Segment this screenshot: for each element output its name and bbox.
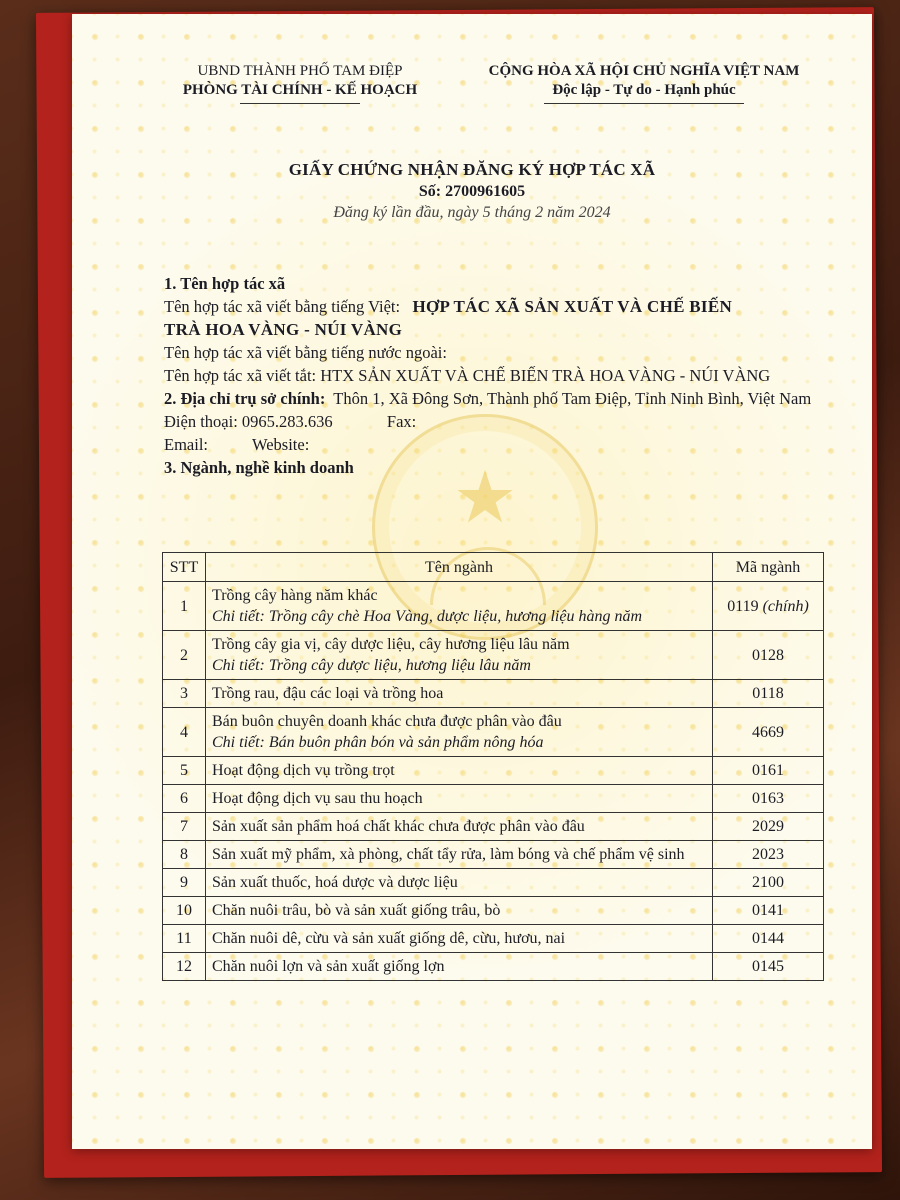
vietnamese-name-line [164, 295, 824, 318]
sector-name: Trồng rau, đậu các loại và trồng hoa [206, 680, 713, 708]
sector-name: Trồng cây hàng năm khác [212, 587, 378, 604]
sector-detail: Chi tiết: Trồng cây chè Hoa Vàng, dược liệu, hương liệu hàng năm [212, 608, 643, 625]
sector-detail: Chi tiết: Trồng cây dược liệu, hương liệu lâu năm [212, 657, 531, 674]
short-name-line [164, 364, 824, 387]
national-title-line-1: CỘNG HÒA XÃ HỘI CHỦ NGHĨA VIỆT NAM [488, 63, 800, 79]
certificate-body [164, 272, 824, 479]
section-3-heading: 3. Ngành, nghề kinh doanh [164, 458, 354, 477]
fax-label: Fax: [386, 412, 417, 431]
phone-fax-line [164, 410, 824, 433]
sector-name: Trồng cây gia vị, cây dược liệu, cây hương liệu lâu năm [212, 636, 570, 653]
sector-name: Sản xuất mỹ phẩm, xà phòng, chất tẩy rửa, làm bóng và chế phẩm vệ sinh [206, 841, 713, 869]
sector-name: Sản xuất thuốc, hoá dược và dược liệu [206, 869, 713, 897]
authority-line-1: UBND THÀNH PHỐ TAM ĐIỆP [197, 63, 403, 79]
sector-name: Chăn nuôi lợn và sản xuất giống lợn [206, 953, 713, 981]
table-row [163, 757, 824, 785]
sector-name: Sản xuất sản phẩm hoá chất khác chưa được phân vào đâu [206, 813, 713, 841]
email-label: Email: [164, 435, 208, 454]
row-number: 9 [163, 869, 206, 897]
address-value: Thôn 1, Xã Đông Sơn, Thành phố Tam Điệp, Tỉnh Ninh Bình, Việt Nam [333, 389, 812, 408]
foreign-name-label: Tên hợp tác xã viết bằng tiếng nước ngoài: [164, 343, 447, 362]
authority-underline [240, 103, 360, 104]
row-number: 4 [163, 708, 206, 757]
website-label: Website: [251, 435, 310, 454]
main-sector-tag: (chính) [762, 597, 809, 615]
table-row [163, 897, 824, 925]
row-number: 11 [163, 925, 206, 953]
row-number: 12 [163, 953, 206, 981]
certificate-paper [72, 14, 872, 1149]
column-header-stt: STT [163, 553, 206, 582]
sector-name: Hoạt động dịch vụ sau thu hoạch [206, 785, 713, 813]
certificate-number: Số: 2700961605 [418, 183, 526, 200]
sector-code: 4669 [713, 708, 824, 757]
sector-code: 2100 [713, 869, 824, 897]
national-title [464, 62, 824, 104]
row-number: 1 [163, 582, 206, 631]
table-row [163, 582, 824, 631]
sector-name-cell [206, 631, 713, 680]
sector-code: 2029 [713, 813, 824, 841]
table-row [163, 785, 824, 813]
row-number: 2 [163, 631, 206, 680]
vietnamese-name-part-1: HỢP TÁC XÃ SẢN XUẤT VÀ CHẾ BIẾN [412, 297, 733, 316]
table-row [163, 813, 824, 841]
vietnamese-name-label: Tên hợp tác xã viết bằng tiếng Việt: [164, 297, 401, 316]
national-motto: Độc lập - Tự do - Hạnh phúc [552, 82, 736, 98]
sector-code: 2023 [713, 841, 824, 869]
email-website-line [164, 433, 824, 456]
row-number: 5 [163, 757, 206, 785]
short-name-label: Tên hợp tác xã viết tắt: [164, 366, 317, 385]
sector-code: 0145 [713, 953, 824, 981]
certificate-title-block [72, 160, 872, 222]
address-line [164, 387, 824, 410]
star-icon: ★ [452, 455, 518, 539]
motto-underline [544, 103, 744, 104]
section-2-heading: 2. Địa chỉ trụ sở chính: [164, 389, 326, 408]
row-number: 6 [163, 785, 206, 813]
table-row [163, 925, 824, 953]
sector-name: Hoạt động dịch vụ trồng trọt [206, 757, 713, 785]
registration-date: Đăng ký lần đầu, ngày 5 tháng 2 năm 2024 [333, 204, 611, 221]
vietnamese-name-part-2: TRÀ HOA VÀNG - NÚI VÀNG [164, 320, 403, 339]
sector-name: Chăn nuôi dê, cừu và sản xuất giống dê, cừu, hươu, nai [206, 925, 713, 953]
certificate-title: GIẤY CHỨNG NHẬN ĐĂNG KÝ HỢP TÁC XÃ [288, 160, 656, 179]
sector-code: 0141 [713, 897, 824, 925]
table-row [163, 869, 824, 897]
phone-label: Điện thoại: [164, 412, 238, 431]
table-header-row [163, 553, 824, 582]
authority-line-2: PHÒNG TÀI CHÍNH - KẾ HOẠCH [182, 82, 418, 98]
column-header-name: Tên ngành [206, 553, 713, 582]
table-row [163, 841, 824, 869]
sector-code-cell [713, 582, 824, 631]
table-row [163, 680, 824, 708]
sector-code: 0163 [713, 785, 824, 813]
sector-code: 0118 [713, 680, 824, 708]
table-row [163, 708, 824, 757]
row-number: 7 [163, 813, 206, 841]
issuing-authority [170, 62, 430, 104]
sector-code: 0128 [713, 631, 824, 680]
row-number: 10 [163, 897, 206, 925]
table-row [163, 953, 824, 981]
sector-detail: Chi tiết: Bán buôn phân bón và sản phẩm nông hóa [212, 734, 544, 751]
table-row [163, 631, 824, 680]
short-name-value: HTX SẢN XUẤT VÀ CHẾ BIẾN TRÀ HOA VÀNG - NÚI VÀNG [320, 366, 771, 385]
sector-name-cell [206, 708, 713, 757]
sector-code: 0119 [727, 597, 759, 615]
sector-name-cell [206, 582, 713, 631]
sector-name: Bán buôn chuyên doanh khác chưa được phân vào đâu [212, 713, 562, 730]
business-sector-table [162, 552, 824, 981]
row-number: 8 [163, 841, 206, 869]
sector-name: Chăn nuôi trâu, bò và sản xuất giống trâu, bò [206, 897, 713, 925]
phone-value: 0965.283.636 [241, 412, 333, 431]
row-number: 3 [163, 680, 206, 708]
column-header-code: Mã ngành [713, 553, 824, 582]
sector-code: 0161 [713, 757, 824, 785]
section-1-heading: 1. Tên hợp tác xã [164, 274, 286, 293]
sector-code: 0144 [713, 925, 824, 953]
